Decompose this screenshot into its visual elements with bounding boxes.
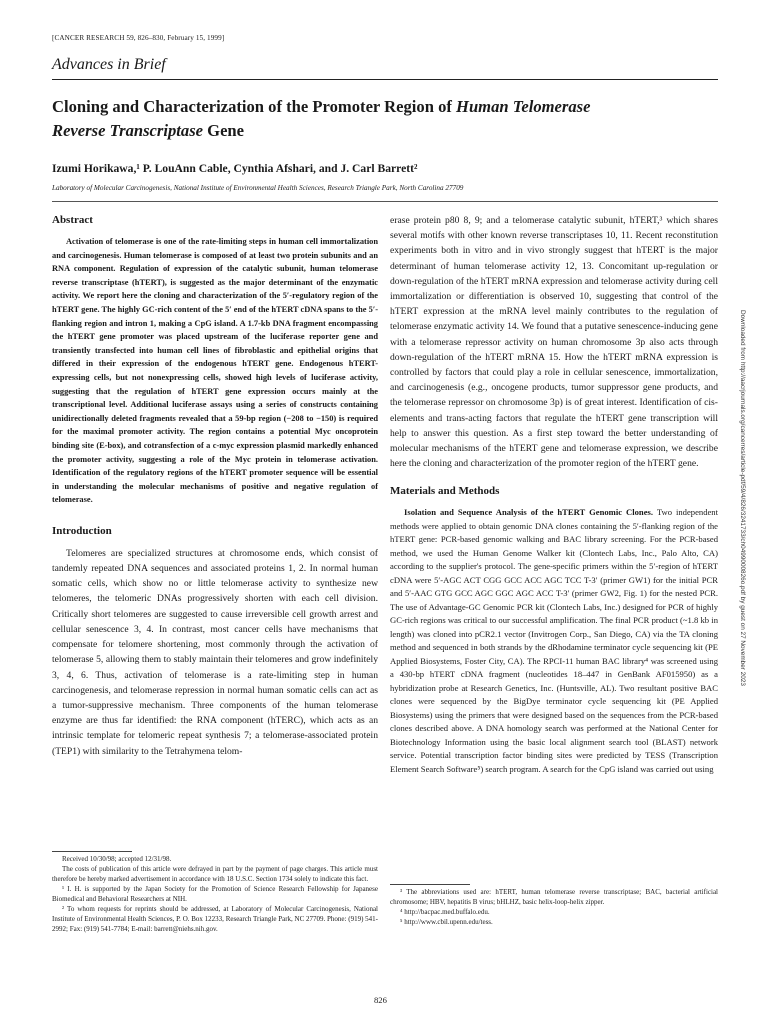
left-column [52, 214, 378, 759]
footnote-rule-left [52, 851, 132, 852]
affiliation: Laboratory of Molecular Carcinogenesis, National Institute of Environmental Health Sciences, Research Triangle Park, North Carolina 27709 [52, 184, 464, 192]
header-rule [52, 201, 718, 202]
title-part-2: Gene [203, 121, 245, 140]
introduction-continued: erase protein p80 8, 9; and a telomerase catalytic subunit, hTERT,³ which shares several motifs with other known reverse transcriptases 10, 11. Recent reconstitution experiments both in vitro and in vivo strongly suggest that hTERT is the major determinant of human telomerase activity 12, 13. Concomitant up-regulation or down-regulation of the hTERT mRNA expression and telomerase activity during cell immortalization or differentiation is observed 10, suggesting that control of the hTERT expression at the mRNA level mainly contributes to the regulation of telomerase enzymatic activity 14. We found that a putative senescence-inducing gene with a telomerase repressor activity on human chromosome 3p also acts through down-regulation of the hTERT mRNA 15. How the hTERT mRNA expression is controlled by factors that could play a role in cellular senescence, immortalization, and carcinogenesis (e.g., oncogene products, tumor suppressor gene products, and the telomerase repressor on chromosome 3p) is of great interest. Identification of cis-elements and trans-acting factors that regulate the hTERT gene transcription will help to answer this question. As a first step toward the better understanding of molecular mechanisms of the hTERT gene and telomerase expression, we describe here the cloning and characterization of the promoter region of the hTERT gene. [390, 215, 718, 470]
title-part-1: Cloning and Characterization of the Promoter Region of [52, 97, 457, 116]
top-rule [52, 79, 718, 80]
journal-reference: [CANCER RESEARCH 59, 826–830, February 15, 1999] [52, 34, 225, 42]
footnote-rule-right [390, 884, 470, 885]
footnotes-left [52, 854, 378, 934]
methods-text [390, 506, 718, 776]
page-number: 826 [374, 995, 387, 1005]
footnotes-right [390, 887, 718, 927]
download-watermark: Downloaded from http://aacrjournals.org/cancerres/article-pdf/59/4/826/3241733/ch0499000826o.pdf by guest on 27 November 2023 [739, 310, 746, 686]
abstract-heading: Abstract [52, 214, 93, 226]
paper-title [52, 95, 712, 143]
footnote-5: ⁵ http://www.cbil.upenn.edu/tess. [400, 918, 493, 926]
title-italic-1: Human Telomerase [456, 97, 591, 116]
footnote-4: ⁴ http://bacpac.med.buffalo.edu. [400, 908, 490, 916]
right-column [390, 213, 718, 776]
footnote-2: ² To whom requests for reprints should be addressed, at Laboratory of Molecular Carcinogenesis, National Institute of Environmental Health Sciences, P. O. Box 12233, Research Triangle Park, NC 27709. Phone: (919) 541-2992; Fax: (919) 541-7784; E-mail: barrett@niehs.nih.gov. [52, 905, 378, 933]
footnote-1: ¹ I. H. is supported by the Japan Society for the Promotion of Science Research Fellowship for Japanese Biomedical and Behavioral Researchers at NIH. [52, 885, 378, 903]
footnote-3: ³ The abbreviations used are: hTERT, human telomerase reverse transcriptase; BAC, bacterial artificial chromosome; HBV, hepatitis B virus; bHLHZ, basic helix-loop-helix zipper. [390, 888, 718, 906]
methods-heading: Materials and Methods [390, 485, 500, 498]
introduction-heading: Introduction [52, 524, 112, 537]
title-italic-2: Reverse Transcriptase [52, 121, 204, 140]
methods-body: Two independent methods were applied to obtain genomic DNA clones containing the 5′-flanking region of the hTERT gene: PCR-based genomic walking and BAC library screening. For the PCR-based method, we used the Human Genome Walker kit (Clontech Labs, Inc., Palo Alto, CA) according to the supplier's protocol. The gene-specific primers within the 5′-region of hTERT cDNA were 5′-AGC ACT CGG GCC ACC AGC TCC T-3′ (primer GW1) for the initial PCR and 5′-AAC GTG GCC AGC GGC AGC ACC T-3′ (primer GW2, Fig. 1) for the nested PCR. The use of Advantage-GC Genomic PCR kit (Clontech Labs, Inc.) designed for PCR of highly GC-rich regions was critical to our successful amplification. The final PCR product (~1.8 kb in length) was cloned into pCR2.1 vector (Invitrogen Corp., San Diego, CA) via the TA cloning method and sequenced in both strands by the dRhodamine terminator cycle sequencing kit (PE Applied Biosystems, Foster City, CA). The RPCI-11 human BAC library⁴ was screened using a 430-bp hTERT cDNA fragment (nucleotides 18–447 in GenBank AF015950) as a hybridization probe at Research Genetics, Inc. (Huntsville, AL). Two resultant positive BAC clones were sequenced by the BigDye terminator cycle sequencing kit (PE Applied Biosystems) using the primers that were designed based on the sequences from the PCR-based clones described above. A DNA homology search was performed at the National Center for Biotechnology Information using the basic local alignment search tool (BLAST) network service. Potential transcription factor binding sites were predicted by TESS (Transcription Element Search Software⁵) search program. A search for the CpG island was carried out using [390, 507, 718, 774]
received-note: Received 10/30/98; accepted 12/31/98. [62, 855, 172, 863]
methods-subheading: Isolation and Sequence Analysis of the hTERT Genomic Clones. [404, 507, 653, 518]
author-list: Izumi Horikawa,¹ P. LouAnn Cable, Cynthia Afshari, and J. Carl Barrett² [52, 162, 418, 175]
costs-note: The costs of publication of this article were defrayed in part by the payment of page charges. This article must therefore be hereby marked advertisement in accordance with 18 U.S.C. Section 1734 solely to indicate this fact. [52, 865, 378, 883]
abstract-text: Activation of telomerase is one of the rate-limiting steps in human cell immortalization and carcinogenesis. Human telomerase is composed of at least two protein subunits and an RNA component. Regulation of expression of the catalytic subunit, human telomerase reverse transcriptase (hTERT), is suggested as the major determinant of the enzymatic activity. We report here the cloning and characterization of the 5′-regulatory region of the hTERT gene. The highly GC-rich content of the 5′ end of the hTERT cDNA spans to the 5′-flanking region and intron 1, making a CpG island. A 1.7-kb DNA fragment encompassing the hTERT gene promoter was placed upstream of the luciferase reporter gene and transiently transfected into human cell lines of fibroblastic and epithelial origins that differed in their expression of the endogenous hTERT gene. Endogenous hTERT-expressing cells, but not nonexpressing cells, showed high levels of luciferase activity, suggesting that the regulation of hTERT gene expression occurs mainly at the transcriptional level. Additional luciferase assays using a series of constructs containing unidirectionally deleted fragments revealed that a 59-bp region (−208 to −150) is required for the maximal promoter activity. The region contains a potential Myc oncoprotein binding site (E-box), and cotransfection of a c-myc expression plasmid markedly enhanced the promoter activity, suggesting a role of the Myc protein in telomerase activation. Identification of the regulatory regions of the hTERT promoter sequence will be essential in understanding the molecular mechanisms of positive and negative regulation of telomerase. [52, 237, 378, 505]
section-kind: Advances in Brief [52, 56, 166, 73]
introduction-text: Telomeres are specialized structures at chromosome ends, which consist of tandemly repeated DNA sequences and associated proteins 1, 2. In normal human somatic cells, which show no or little telomerase activity to synthesize new telomeres, the telomeric DNAs progressively shorten with each cell division. Critically short telomeres are suggested to cause irreversible cell growth arrest and cellular senescence 3, 4. In contrast, most cancer cells have mechanisms that compensate for telomere shortening, most commonly through the activation of telomerase 5, allowing them to stably maintain their telomeres and grow indefinitely 3, 4, 6. Thus, activation of telomerase is a rate-limiting step in human carcinogenesis, and telomerase repression in normal human somatic cells can act as a tumor-suppressive mechanism. Three components of the human telomerase enzyme are thus far identified: the RNA component (hTERC), which acts as an intrinsic template for telomeric repeat synthesis 7; a telomerase-associated protein (TEP1) with similarity to the Tetrahymena telom- [52, 547, 378, 757]
